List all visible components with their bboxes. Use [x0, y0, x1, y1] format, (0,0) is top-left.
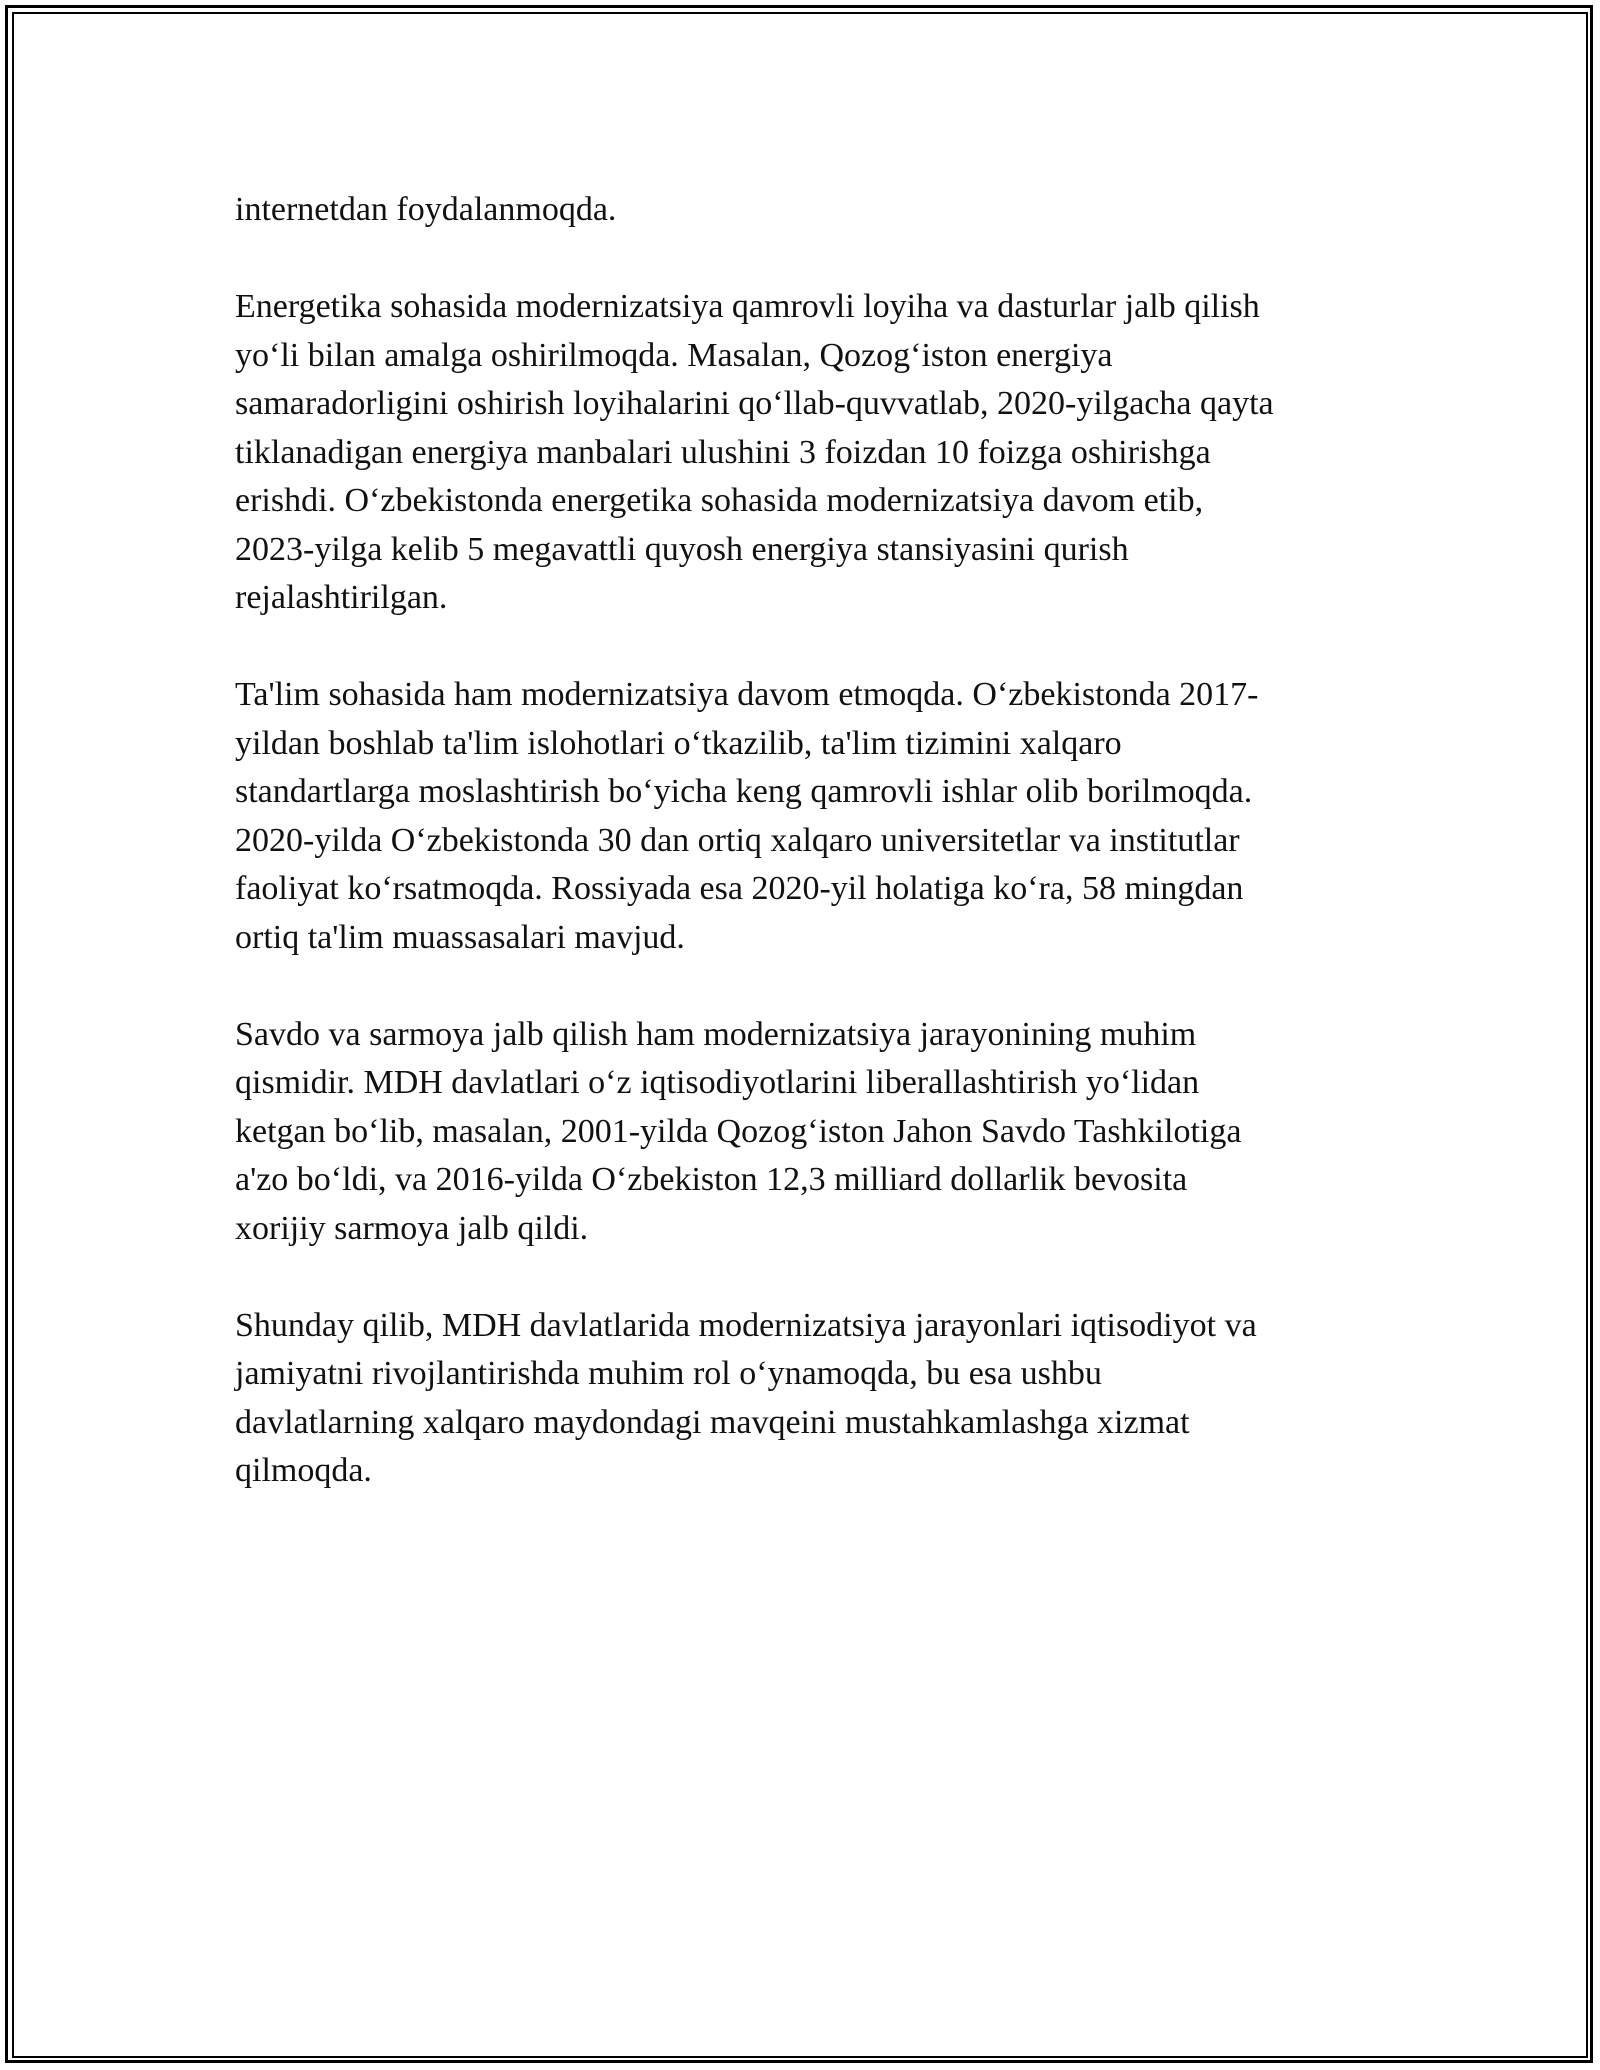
paragraph-conclusion: Shunday qilib, MDH davlatlarida modernizatsiya jarayonlari iqtisodiyot va jamiyatni rivojlantirishda muhim rol o‘ynamoqda, bu esa ushbu davlatlarning xalqaro maydondagi mavqeini mustahkamlashga xizmat qilmoqda. [235, 1306, 1257, 1489]
paragraph-education: Ta'lim sohasida ham modernizatsiya davom etmoqda. O‘zbekistonda 2017- yildan boshlab ta'lim islohotlari o‘tkazilib, ta'lim tizimini xalqaro standartlarga moslashtirish bo‘yicha keng qamrovli ishlar olib borilmoqda. 2020-yilda O‘zbekistonda 30 dan ortiq xalqaro universitetlar va institutlar faoliyat ko‘rsatmoqda. Rossiyada esa 2020-yil holatiga ko‘ra, 58 mingdan ortiq ta'lim muassasalari mavjud. [235, 676, 1259, 956]
paragraph-energy: Energetika sohasida modernizatsiya qamrovli loyiha va dasturlar jalb qilish yo‘li bilan amalga oshirilmoqda. Masalan, Qozog‘iston energiya samaradorligini oshirish loyihalarini qo‘llab-quvvatlab, 2020-yilgacha qayta tiklanadigan energiya manbalari ulushini 3 foizdan 10 foizga oshirishga erishdi. O‘zbekistonda energetika sohasida modernizatsiya davom etib, 2023-yilga kelib 5 megavattli quyosh energiya stansiyasini qurish rejalashtirilgan. [235, 288, 1274, 616]
paragraph-trade-investment: Savdo va sarmoya jalb qilish ham modernizatsiya jarayonining muhim qismidir. MDH davlatlari o‘z iqtisodiyotlarini liberallashtirish yo‘lidan ketgan bo‘lib, masalan, 2001-yilda Qozog‘iston Jahon Savdo Tashkilotiga a'zo bo‘ldi, va 2016-yilda O‘zbekiston 12,3 milliard dollarlik bevosita xorijiy sarmoya jalb qildi. [235, 1015, 1242, 1247]
paragraph-continuation: internetdan foydalanmoqda. [235, 191, 617, 228]
document-body [235, 186, 1375, 1544]
